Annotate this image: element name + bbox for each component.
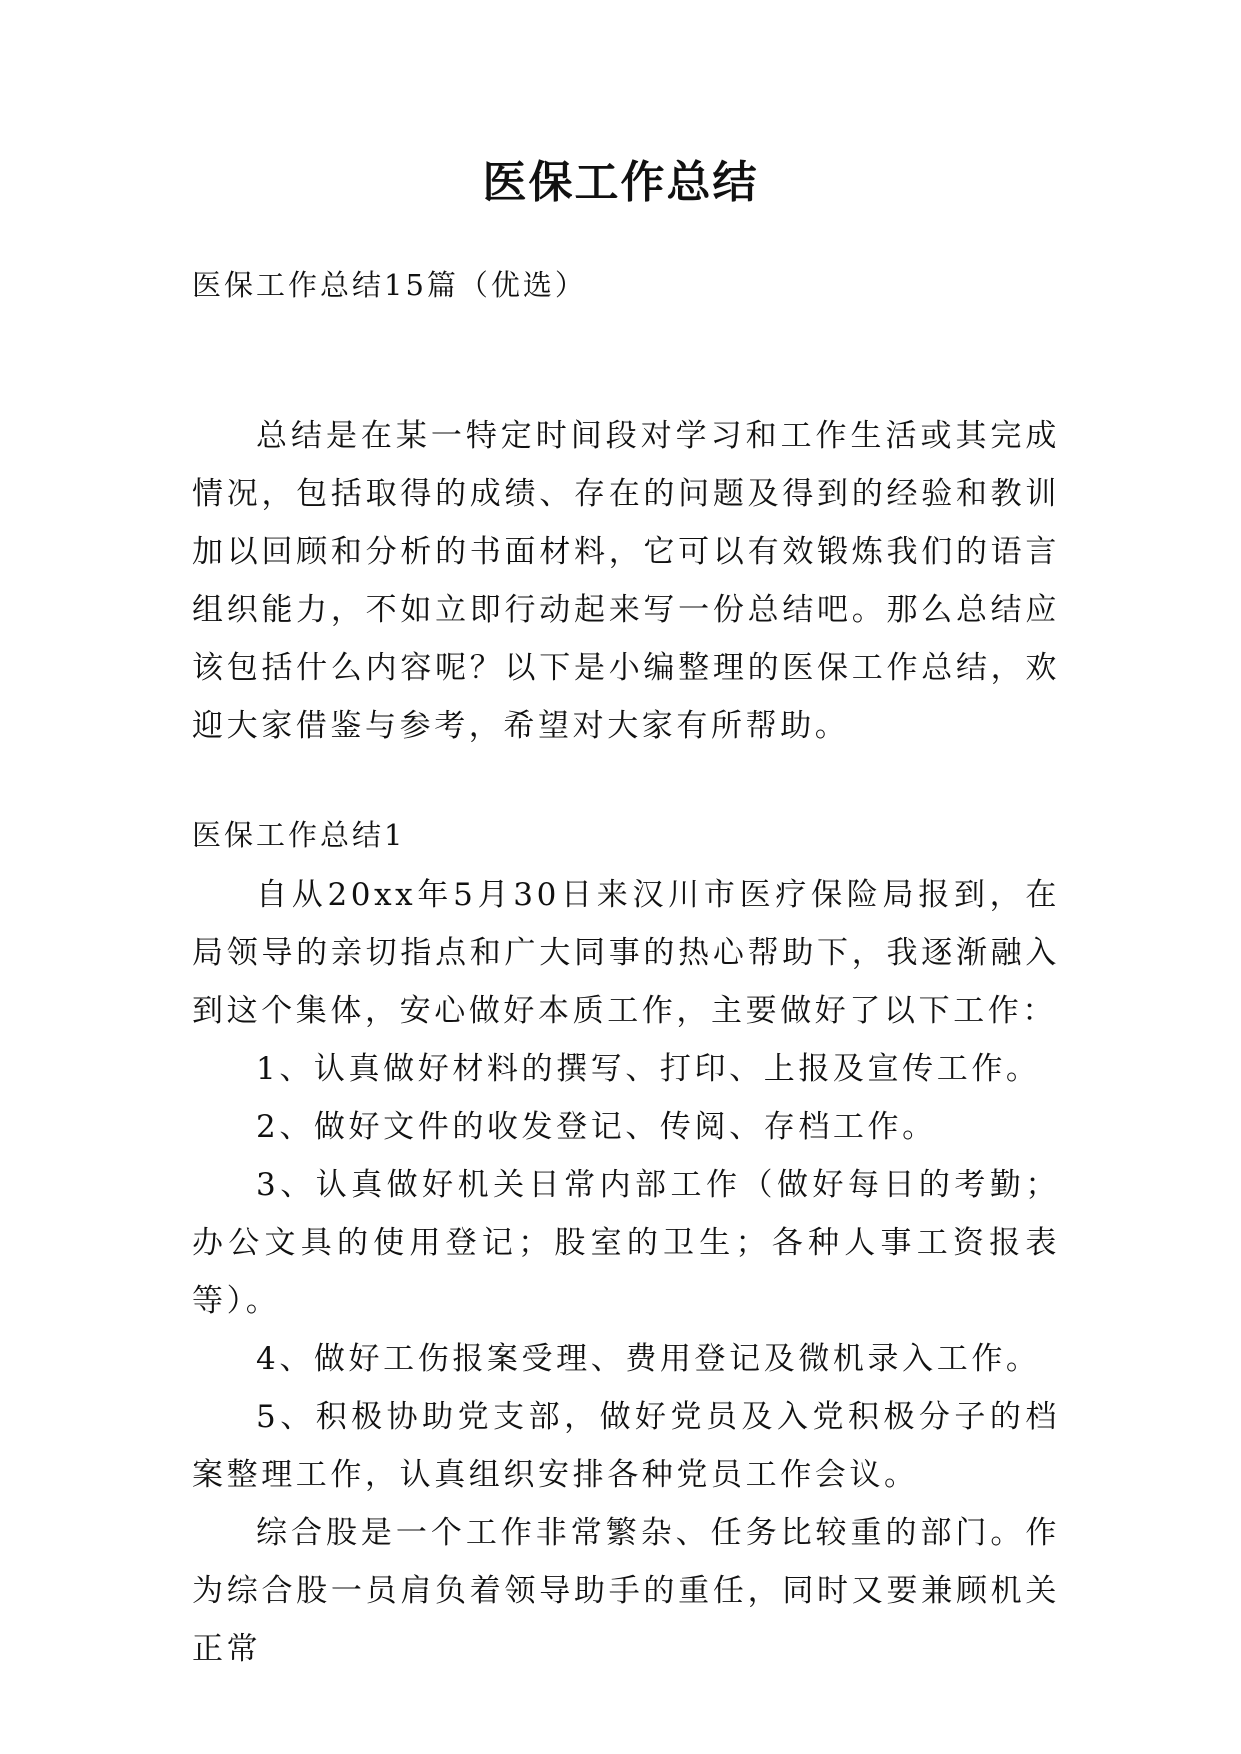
list-item: 1、认真做好材料的撰写、打印、上报及宣传工作。 [256, 1051, 1041, 1087]
body-paragraph: 综合股是一个工作非常繁杂、任务比较重的部门。作为综合股一员肩负着领导助手的重任，同时又要兼顾机关正常 [192, 1515, 1060, 1667]
document-subtitle: 医保工作总结15篇（优选） [192, 268, 587, 302]
intro-block [192, 407, 1060, 755]
list-item: 3、认真做好机关日常内部工作（做好每日的考勤；办公文具的使用登记；股室的卫生；各种人事工资报表等）。 [192, 1167, 1060, 1319]
list-item: 5、积极协助党支部，做好党员及入党积极分子的档案整理工作，认真组织安排各种党员工作会议。 [192, 1399, 1060, 1493]
section-heading: 医保工作总结1 [192, 818, 406, 852]
intro-paragraph: 总结是在某一特定时间段对学习和工作生活或其完成情况，包括取得的成绩、存在的问题及得到的经验和教训加以回顾和分析的书面材料，它可以有效锻炼我们的语言组织能力，不如立即行动起来写一份总结吧。那么总结应该包括什么内容呢？以下是小编整理的医保工作总结，欢迎大家借鉴与参考，希望对大家有所帮助。 [192, 418, 1060, 744]
list-item: 4、做好工伤报案受理、费用登记及微机录入工作。 [256, 1341, 1041, 1377]
body-paragraph: 自从20xx年5月30日来汉川市医疗保险局报到，在局领导的亲切指点和广大同事的热心帮助下，我逐渐融入到这个集体，安心做好本质工作，主要做好了以下工作： [192, 877, 1060, 1029]
section-body [192, 866, 1060, 1678]
list-item: 2、做好文件的收发登记、传阅、存档工作。 [256, 1109, 937, 1145]
document-title: 医保工作总结 [482, 157, 759, 208]
